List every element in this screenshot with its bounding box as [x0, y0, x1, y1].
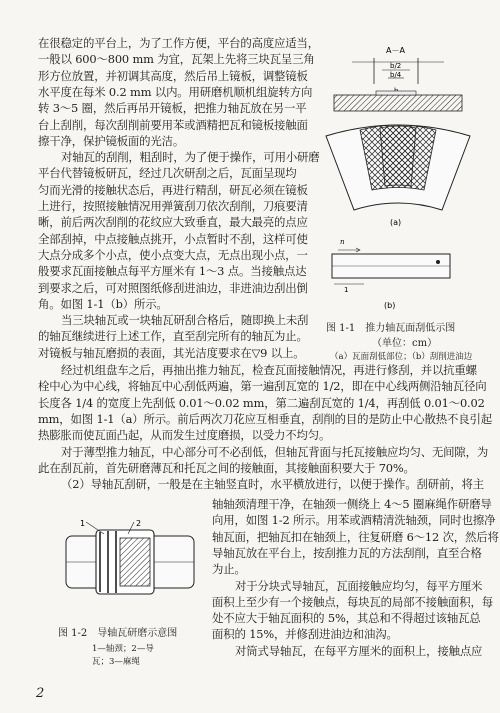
text-line: 全部刮掉，中点接触点挑开，小点暂时不刮，这样可使 — [38, 231, 308, 246]
text-line: 的轴瓦继续进行上述工作，直至刮完所有的轴瓦为止。 — [38, 329, 308, 344]
text-line: 对镜板与轴瓦磨损的表面，其光洁度要求在▽9 以上。 — [38, 345, 305, 360]
text-line: 轴轴颈清理干净，在轴颈一侧绕上 4～5 圈麻绳作研磨导 — [212, 497, 492, 511]
figure-1-2 — [56, 518, 206, 618]
figure-1-2-title: 图 1-2 导轴瓦研磨示意图 — [58, 628, 178, 639]
text-line: 栓中心为中心线，将轴瓦中心刮低两遍，第一遍刮瓦宽的 1/2，即在中心线两侧沿轴瓦径向 — [38, 379, 487, 394]
text-line: 热膨胀而使瓦面凸起，从而发生过度磨损，以受力不均匀。 — [38, 428, 331, 443]
section-a-a — [334, 46, 462, 111]
text-line: 面积的 15%，并修刮进油边和油沟。 — [212, 627, 398, 642]
text-line: 当三块轴瓦或一块轴瓦研刮合格后，随即换上未刮 — [61, 313, 309, 328]
text-line: 经过机组盘车之后，再抽出推力轴瓦，检查瓦面接触情况，再进行修刮，并以抗重螺 — [61, 363, 477, 377]
text-line: 为止。 — [212, 562, 246, 577]
num-2: 2 — [136, 519, 142, 528]
text-line: 水平度在每米 0.2 mm 以内。用研磨机顺机组旋转方向 — [38, 84, 313, 99]
text-line: 般要求瓦面接触点每平方厘米有 1～3 点。当接触点达 — [38, 264, 307, 279]
label-b-quarter: b/4 — [390, 71, 402, 79]
label-b-fig: (b) — [384, 301, 396, 310]
pad-view-b — [332, 238, 450, 310]
text-line: 对于薄型推力轴瓦，中心部分可不必刮低，但轴瓦背面与托瓦接触应均匀、无间隙，为 — [61, 444, 489, 459]
text-line: 大点分成多个小点，使小点变大点，无点出现小点，一 — [38, 247, 308, 262]
text-line: 擦干净，保护镜板面的光洁。 — [38, 133, 185, 148]
text-line: 处不应大于轴瓦面积的 5%，其总和不得超过该轴瓦总 — [212, 611, 481, 626]
text-line: 形方位放置，并初调其高度，然后吊上镜板，调整镜板 — [38, 68, 308, 83]
page-number: 2 — [36, 686, 45, 701]
text-line: 对于分块式导轴瓦，瓦面接触应均匀，每平方厘米 — [235, 578, 483, 593]
figure-1-2-legend-1: 1—轴颈；2—导 — [92, 644, 154, 654]
text-line: （2）导轴瓦刮研，一般是在主轴竖直时，水平横放进行，以便于操作。刮研前，将主 — [61, 477, 485, 492]
text-line: 转 3～5 圈，然后再吊开镜板，把推力轴瓦放在另一平 — [38, 101, 307, 116]
text-line: 角。如图 1-1（b）所示。 — [38, 296, 168, 311]
text-line: mm，如图 1-1（a）所示。前后两次刀花应互相垂直，刮削的目的是防止中心散热不良引起 — [38, 411, 492, 426]
label-n: n — [340, 238, 345, 246]
text-line: 向用，如图 1-2 所示。用苯或酒精清洗轴颈，同时也擦净 — [212, 513, 496, 528]
text-line: 对轴瓦的刮削，粗刮时，为了便于操作，可用小研磨 — [61, 150, 320, 165]
num-1: 1 — [80, 519, 86, 528]
figure-1-1-title: 图 1-1 推力轴瓦面刮低示图 — [326, 323, 456, 334]
text-line: 在很稳定的平台上，为了工作方便，平台的高度应适当， — [38, 36, 320, 50]
text-line: 上进行，按照接触情况用弹簧刮刀依次刮削，刀痕要清 — [38, 199, 308, 213]
text-line: 平台代替镜板研瓦，经过几次研刮之后，瓦面呈现均 — [38, 166, 297, 181]
text-line: 到要求之后，可对照图纸修刮进油边，非进油边刮出倒 — [38, 280, 308, 295]
text-line: 此在刮瓦前，首先研磨薄瓦和托瓦之间的接触面，其接触面积要大于 70%。 — [38, 460, 415, 475]
figure-1-1 — [324, 40, 474, 330]
text-line: 轴瓦面，把轴瓦扣在轴颈上，往复研磨 6～12 次，然后将 — [212, 529, 499, 544]
text-line: 台上刮削，每次刮削前要用苯或酒精把瓦和镜板接触面 — [38, 117, 308, 132]
text-line: 匀而光滑的接触状态后，再进行精刮，研瓦必须在镜板 — [38, 182, 308, 197]
figure-1-2-legend-2: 瓦；3—麻绳 — [92, 657, 140, 667]
label-dim: 1 — [344, 286, 349, 294]
text-line: 长度各 1/4 的宽度上先刮低 0.01～0.02 mm，第二遍刮瓦宽的 1/4，再刮低 0.01～0.02 — [38, 395, 485, 410]
label-b-half: b/2 — [390, 62, 402, 70]
pad-view-a — [326, 125, 470, 227]
figure-1-1-legend: （a）瓦面刮低部位；（b）刮削进油边 — [330, 352, 473, 362]
text-line: 对筒式导轴瓦，在每平方厘米的面积上，接触点应 — [235, 643, 483, 658]
section-label: A－A — [386, 46, 405, 55]
text-line: 晰，前后两次刮削的花纹应大致垂直，最大最亮的点应 — [38, 215, 308, 230]
figure-1-1-unit: （单位：cm） — [372, 338, 438, 349]
text-line: 一般以 600～800 mm 为宜，瓦架上先将三块瓦呈三角 — [38, 52, 315, 67]
text-line: 面积上至少有一个接触点，每块瓦的局部不接触面积，每 — [212, 594, 494, 609]
journal-and-bearing — [66, 519, 194, 594]
text-line: 导轴瓦放在平台上，按刮推力瓦的方法刮削，直至合格 — [212, 545, 482, 560]
label-a: (a) — [390, 218, 402, 227]
